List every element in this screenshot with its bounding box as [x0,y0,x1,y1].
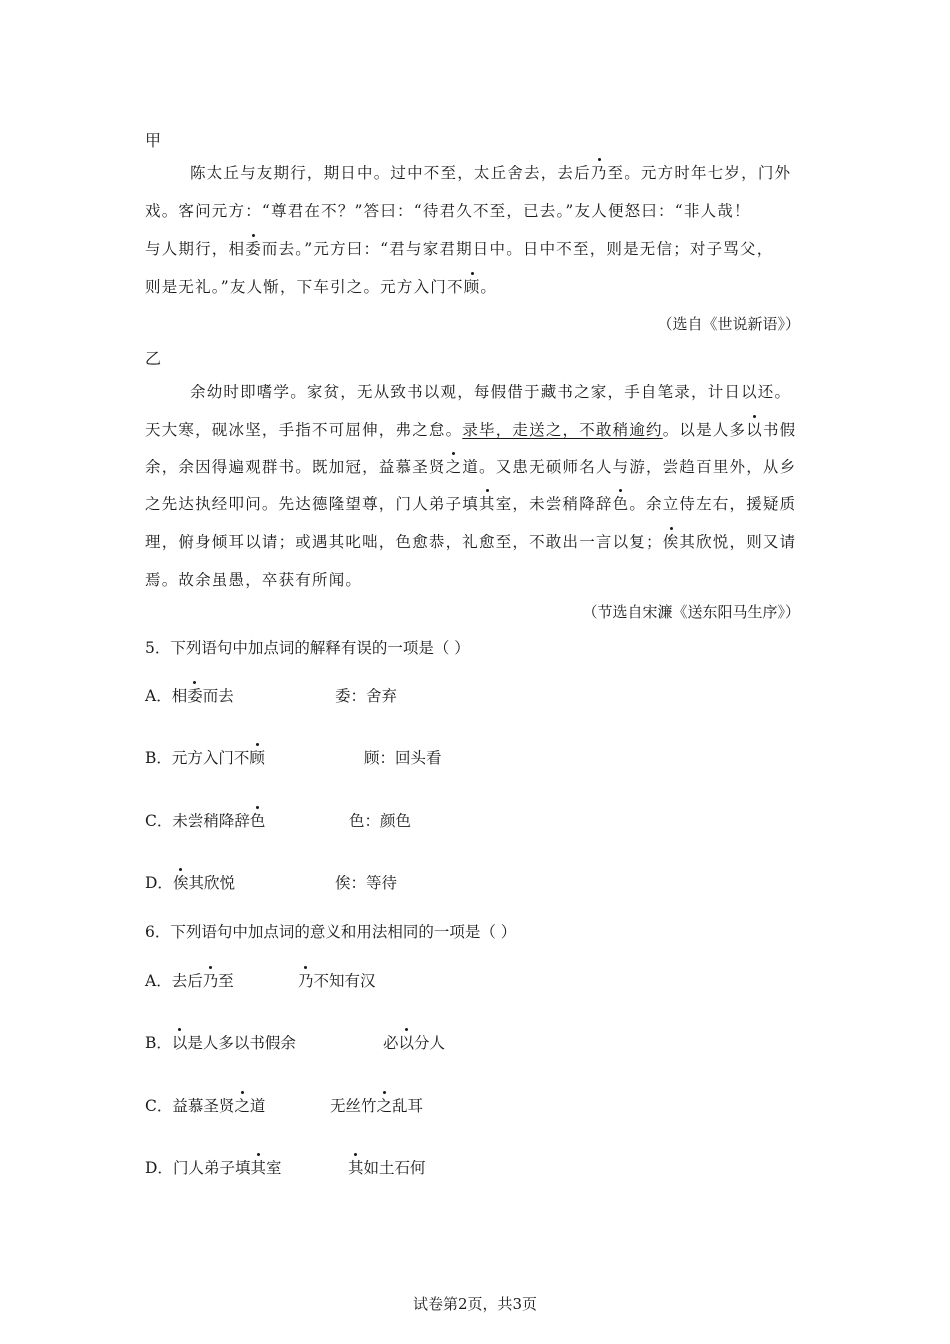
q6-option-b: B．以是人多以书假余 [145,1031,296,1053]
dotted-char: 其 [348,1156,364,1178]
q5-option-b: B．元方入门不顾 [145,746,265,768]
dotted-char: 色 [613,492,630,514]
page-footer: 试卷第2页，共3页 [412,1295,538,1313]
passage-b-label: 乙 [145,349,162,368]
passage-b-source: （节选自宋濂《送东阳马生序》） [582,603,800,621]
dotted-char: 其 [479,492,496,514]
dotted-char: 俟 [173,871,189,893]
dotted-char: 之 [234,1094,250,1116]
dotted-char: 乃 [591,161,608,183]
passage-a-line-2: 戏。客问元方：“尊君在不？”答曰：“待君久不至，已去。”友人便怒曰：“非人哉！ [145,202,751,220]
q6-option-c-compare: 无丝竹之乱耳 [330,1094,423,1116]
dotted-char: 之 [377,1094,393,1116]
dotted-char: 之 [446,455,463,477]
q5-option-a: A．相委而去 [145,684,234,706]
question-5-stem: 5．下列语句中加点词的解释有误的一项是（ ） [145,639,470,657]
passage-a-line-3: 与人期行，相委而去。”元方曰：“君与家君期日中。日中不至，则是无信；对子骂父， [145,237,773,259]
q5-option-d: D．俟其欣悦 [145,871,235,893]
question-6-stem: 6．下列语句中加点词的意义和用法相同的一项是（ ） [145,923,517,941]
dotted-char: 乃 [203,969,219,991]
dotted-char: 顾 [249,746,265,768]
q6-option-a-compare: 乃不知有汉 [298,969,376,991]
q6-option-a: A．去后乃至 [145,969,234,991]
passage-b-line-2: 天大寒，砚冰坚，手指不可屈伸，弗之怠。录毕，走送之，不敢稍逾约。以是人多以书假 [145,418,796,440]
dotted-char: 乃 [298,969,314,991]
q5-option-a-explain: 委：舍弃 [335,687,398,705]
dotted-char: 以 [746,418,763,440]
dotted-char: 俟 [663,530,680,552]
passage-b-line-1: 余幼时即嗜学。家贫，无从致书以观，每假借于藏书之家，手自笔录，计日以还。 [190,383,792,401]
passage-a-line-4: 则是无礼。”友人惭，下车引之。元方入门不顾。 [145,275,497,297]
dotted-char: 以 [399,1031,415,1053]
q5-option-c: C．未尝稍降辞色 [145,809,265,831]
dotted-char: 色 [250,809,266,831]
q5-option-b-explain: 顾：回头看 [364,749,442,767]
passage-b-line-4: 之先达执经叩问。先达德隆望尊，门人弟子填其室，未尝稍降辞色。余立侍左右，援疑质 [145,492,796,514]
passage-b-line-3: 余，余因得遍观群书。既加冠，益慕圣贤之道。又患无硕师名人与游，尝趋百里外，从乡 [145,455,796,477]
dotted-char: 委 [187,684,203,706]
dotted-char: 顾 [464,275,481,297]
q6-option-d-compare: 其如土石何 [348,1156,426,1178]
passage-b-line-5: 理，俯身倾耳以请；或遇其叱咄，色愈恭，礼愈至，不敢出一言以复；俟其欣悦，则又请 [145,530,796,552]
passage-a-line-1: 陈太丘与友期行，期日中。过中不至，太丘舍去，去后乃至。元方时年七岁，门外 [190,161,791,183]
q5-option-c-explain: 色：颜色 [349,812,412,830]
underlined-sentence: 录毕，走送之，不敢稍逾约 [462,421,663,439]
passage-b-line-6: 焉。故余虽愚，卒获有所闻。 [145,571,363,589]
q6-option-b-compare: 必以分人 [383,1031,445,1053]
q6-option-d: D．门人弟子填其室 [145,1156,281,1178]
passage-a-source: （选自《世说新语》） [657,315,800,333]
passage-a-label: 甲 [145,131,162,150]
dotted-char: 其 [250,1156,266,1178]
dotted-char: 委 [245,237,262,259]
q5-option-d-explain: 俟：等待 [335,874,398,892]
q6-option-c: C．益慕圣贤之道 [145,1094,265,1116]
dotted-char: 以 [172,1031,188,1053]
